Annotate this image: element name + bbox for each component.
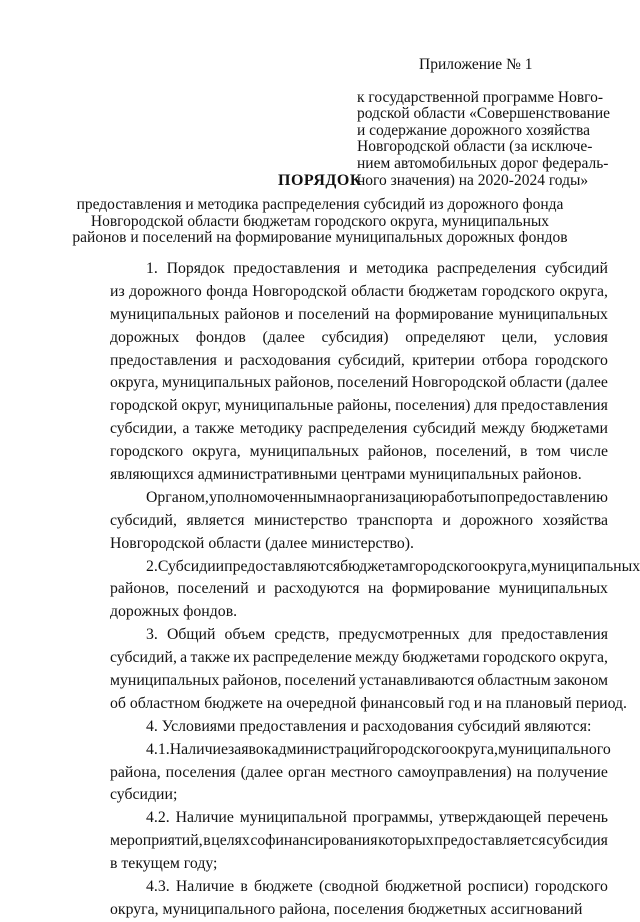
word: транспорта (357, 511, 433, 529)
word: администраций (271, 740, 377, 758)
word: Наличие (175, 878, 235, 896)
document-body (110, 258, 640, 922)
appendix-reference-line: и содержание дорожного хозяйства (357, 121, 591, 139)
word: их (233, 649, 250, 667)
paragraph-line (110, 624, 608, 647)
word: Органом, (146, 488, 209, 506)
word: 4.1. (146, 740, 170, 758)
paragraph-line: являющихся административными центрами муниципальных районов. (110, 466, 582, 484)
word: (далее (262, 328, 305, 346)
word: (сводной (318, 878, 379, 896)
paragraph-line: Новгородской области (далее министерство). (110, 534, 414, 552)
word: районов, (367, 443, 427, 461)
word: на (367, 580, 384, 598)
paragraph (110, 556, 640, 625)
word: формирование (391, 580, 491, 598)
paragraph-line (110, 670, 608, 693)
word: 2. (146, 557, 158, 575)
word: (далее (240, 763, 284, 781)
word: муниципальных (249, 443, 359, 461)
word: муниципальных (498, 580, 608, 598)
word: распределения (308, 420, 408, 438)
word: поселений, (435, 443, 512, 461)
paragraph-line (110, 281, 608, 304)
word: бюджете (254, 878, 313, 896)
paragraph (110, 739, 611, 808)
word: критерии (412, 351, 475, 369)
word: бюджетной (385, 878, 462, 896)
appendix-reference-line: родской области «Совершенствование (357, 105, 611, 123)
word: а (180, 649, 188, 667)
word: районов, (274, 374, 334, 392)
word: Наличие (175, 809, 234, 827)
appendix-reference-line: Новгородской области (за исключе- (357, 138, 593, 156)
word: софинансирования (250, 832, 378, 850)
paragraph-line (110, 304, 608, 327)
word: предоставления (501, 626, 608, 644)
subtitle-line: районов и поселений на формирование муниципальных дорожных фондов (72, 229, 568, 246)
word: округа, (110, 374, 159, 392)
appendix-reference-line: ного значения) на 2020-2024 годы» (357, 171, 589, 189)
word: городского (534, 878, 608, 896)
word: организацию (343, 488, 432, 506)
paragraph-line: дорожных фондов. (110, 603, 238, 621)
word: работы (431, 488, 480, 506)
word: по (479, 488, 497, 506)
word: городского (482, 649, 557, 667)
word: предоставляются (224, 557, 341, 575)
word: субсидий, (110, 511, 177, 529)
paragraph-line (110, 395, 608, 418)
word: и (224, 351, 233, 369)
word: Общий (166, 626, 216, 644)
word: дорожного (460, 511, 534, 529)
word: том (536, 443, 561, 461)
word: которых (378, 832, 434, 850)
word: отбора (482, 351, 528, 369)
word: цели, (501, 328, 538, 346)
paragraph-line (110, 350, 608, 373)
word: и (442, 511, 451, 529)
word: муниципальной (239, 809, 348, 827)
word: распределения (437, 260, 537, 277)
word: фондов (195, 328, 246, 346)
word: округа, (449, 740, 499, 758)
word: и (257, 580, 266, 598)
paragraph (110, 624, 627, 716)
word: уполномоченным (209, 488, 327, 506)
word: министерство (254, 511, 348, 529)
word: бюджетам (408, 282, 478, 300)
document-subtitle (0, 197, 640, 247)
word: 4.3. (146, 878, 170, 896)
word: между (481, 420, 526, 438)
appendix-header (357, 57, 617, 189)
word: распределение (252, 649, 352, 667)
word: областным (477, 672, 551, 690)
paragraph-line (110, 830, 608, 853)
paragraph-line: округа, муниципального района, поселения бюджетных ассигнований (110, 900, 583, 918)
word: предоставляется (434, 832, 546, 850)
word: Новгородской (252, 282, 347, 300)
word: района, (110, 763, 161, 781)
word: методика (366, 260, 429, 277)
paragraph (110, 258, 608, 487)
word: поселений (337, 374, 409, 392)
document-title: ПОРЯДОК (278, 172, 362, 189)
word: между (355, 649, 399, 667)
word: поселения (165, 763, 236, 781)
word: объем (224, 626, 266, 644)
word: целях (211, 832, 250, 850)
word: области (509, 374, 563, 392)
paragraph-line (110, 578, 608, 601)
word: в (520, 443, 528, 461)
word: законом (553, 672, 608, 690)
word: в (203, 832, 211, 850)
paragraph-line (110, 807, 608, 830)
word: предоставления (110, 351, 217, 369)
word: орган (287, 763, 326, 781)
word: расходования (239, 351, 331, 369)
word: методику (239, 420, 303, 438)
word: и (349, 260, 358, 277)
word: районов, (222, 672, 282, 690)
word: городского (534, 351, 608, 369)
paragraph-line (110, 441, 608, 464)
paragraph-line (110, 647, 608, 670)
word: (далее (565, 374, 608, 392)
word: является (186, 511, 245, 529)
word: средств, (274, 626, 330, 644)
paragraph (110, 487, 608, 556)
word: субсидии, (110, 420, 177, 438)
word: из (110, 282, 125, 300)
word: субсидий (412, 420, 476, 438)
word: Наличие (169, 740, 229, 758)
word: муниципальных (110, 305, 220, 323)
word: городского (481, 282, 555, 300)
appendix-reference-line: нием автомобильных дорог федераль- (357, 154, 609, 172)
paragraph-line: субсидии; (110, 786, 178, 804)
word: самоуправления) (397, 763, 512, 781)
word: муниципальных (110, 672, 220, 690)
word: расходуются (274, 580, 360, 598)
word: поселений (284, 672, 356, 690)
word: на (327, 488, 343, 506)
word: субсидия (546, 832, 608, 850)
word: для (468, 626, 492, 644)
word: местного (330, 763, 393, 781)
word: в (240, 878, 248, 896)
word: муниципальных (161, 374, 272, 392)
word: числе (569, 443, 608, 461)
paragraph-line: 4. Условиями предоставления и расходования субсидий являются: (146, 717, 592, 735)
paragraph-line (110, 372, 608, 395)
paragraph-line: об областном бюджете на очередной финансовый год и на плановый период. (110, 694, 627, 712)
word: определяют (405, 328, 485, 346)
word: поселений (298, 305, 370, 323)
word: для (474, 397, 498, 415)
paragraph-line (110, 739, 611, 762)
paragraph-line: в текущем году; (110, 855, 218, 873)
paragraph-line (110, 418, 608, 441)
word: субсидия) (321, 328, 389, 346)
word: также (194, 420, 235, 438)
paragraph-line (110, 327, 608, 350)
word: заявок (228, 740, 272, 758)
word: предоставлению (496, 488, 608, 506)
word: районов (224, 305, 280, 323)
word: городского (110, 443, 184, 461)
word: округа, (192, 443, 241, 461)
subtitle-line: Новгородской области бюджетам городского округа, муниципальных (90, 212, 550, 230)
paragraph (110, 807, 608, 876)
word: районов, (110, 580, 170, 598)
word: округа, (559, 282, 608, 300)
word: городского (376, 740, 450, 758)
word: муниципальных (530, 557, 640, 575)
word: субсидий, (337, 351, 405, 369)
word: городской (110, 397, 178, 415)
paragraph-line (110, 876, 608, 899)
word: и (284, 305, 294, 323)
word: бюджетами (530, 420, 608, 438)
word: а (182, 420, 190, 438)
word: Порядок (166, 260, 225, 277)
word: мероприятий, (110, 832, 203, 850)
word: программы, (352, 809, 434, 827)
word: бюджетами (402, 649, 480, 667)
word: предусмотренных (338, 626, 460, 644)
paragraph-line (110, 762, 608, 785)
word: 1. (146, 260, 158, 277)
paragraph (110, 716, 608, 739)
word: на (374, 305, 391, 323)
word: округа, (559, 649, 608, 667)
word: 4.2. (146, 809, 170, 827)
word: также (190, 649, 230, 667)
word: 3. (146, 626, 158, 644)
word: получение (537, 763, 608, 781)
word: фонда (206, 282, 248, 300)
paragraph-line (110, 487, 608, 510)
word: устанавливаются (358, 672, 475, 690)
word: дорожного (129, 282, 202, 300)
word: муниципальных (498, 305, 608, 323)
word: городского (409, 557, 483, 575)
word: районы, (337, 397, 392, 415)
paragraph-line (110, 556, 640, 579)
word: предоставления (500, 397, 608, 415)
word: предоставления (233, 260, 341, 277)
subtitle-line: предоставления и методика распределения субсидий из дорожного фонда (76, 196, 564, 213)
word: бюджетам (340, 557, 410, 575)
word: субсидий, (110, 649, 177, 667)
word: утверждающей (439, 809, 542, 827)
word: муниципального (498, 740, 611, 758)
word: росписи) (467, 878, 529, 896)
word: Новгородской (411, 374, 507, 392)
word: поселений (177, 580, 249, 598)
word: условия (554, 328, 608, 346)
word: хозяйства (542, 511, 608, 529)
word: муниципальные (224, 397, 334, 415)
appendix-number: Приложение № 1 (419, 56, 533, 73)
word: поселения) (395, 397, 471, 415)
paragraph (110, 876, 608, 922)
paragraph-line (110, 510, 608, 533)
word: округ, (181, 397, 222, 415)
word: Субсидии (157, 557, 225, 575)
word: области (351, 282, 404, 300)
word: перечень (547, 809, 608, 827)
word: округа, (482, 557, 531, 575)
word: на (516, 763, 533, 781)
word: субсидий (544, 260, 608, 277)
paragraph-line (110, 258, 608, 281)
word: формирование (395, 305, 494, 323)
word: дорожных (110, 328, 180, 346)
appendix-reference-line: к государственной программе Новго- (357, 88, 604, 106)
